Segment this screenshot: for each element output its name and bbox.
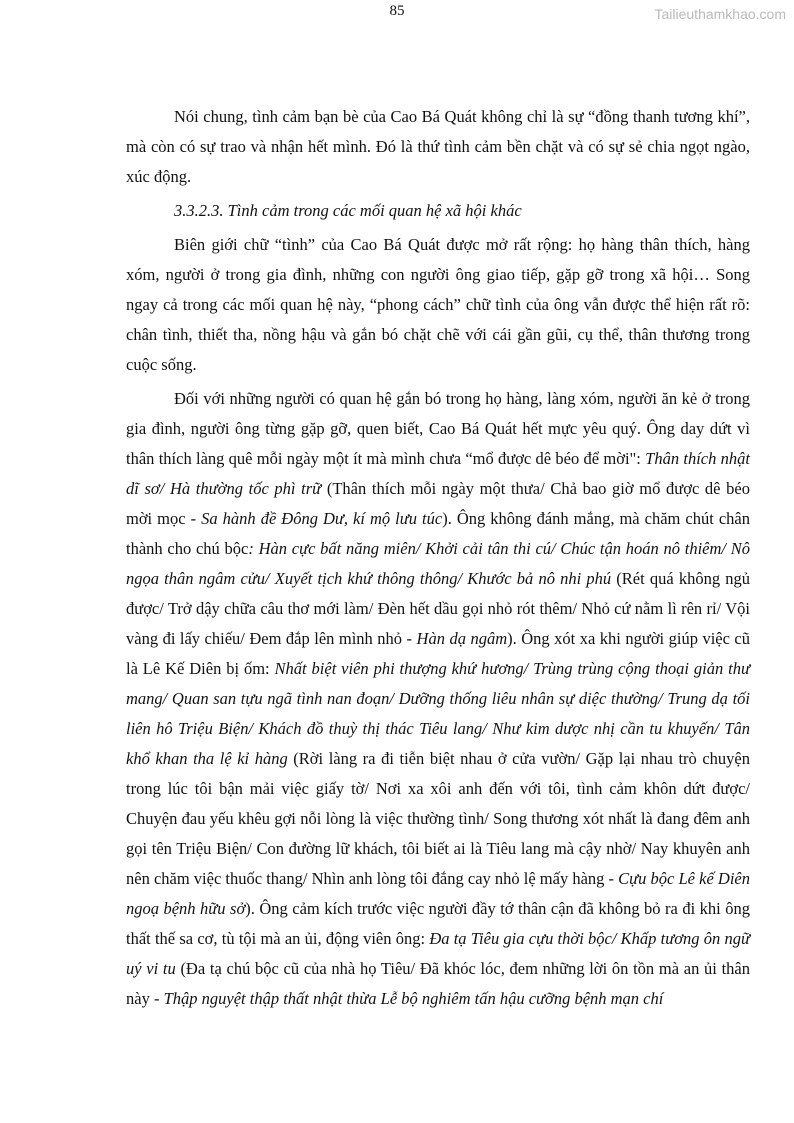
p3-text-7: ). Ông cảm kích trước việc người đầy tớ thân cận đã không bỏ ra đi khi ông thất thế sa cơ, tù tội mà an ủi, động viên ông: <box>126 899 750 948</box>
paragraph-3 <box>126 384 750 1014</box>
p3-quote-1: Thân thích nhật dĩ sơ/ Hà thường tốc phì trữ <box>126 449 750 498</box>
paragraph-1: Nói chung, tình cảm bạn bè của Cao Bá Quát không chỉ là sự “đồng thanh tương khí”, mà còn có sự trao và nhận hết mình. Đó là thứ tình cảm bền chặt và có sự sẻ chia ngọt ngào, xúc động. <box>126 107 750 186</box>
p3-text-1: Đối với những người có quan hệ gắn bó trong họ hàng, làng xóm, người ăn kẻ ở trong gia đình, người ông từng gặp gỡ, quen biết, Cao Bá Quát hết mực yêu quý. Ông day dứt vì thân thích làng quê mỗi ngày một ít mà mình chưa “mổ được dê béo để mời": <box>126 389 750 468</box>
p3-quote-3: Nhất biệt viên phi thượng khứ hương/ Trùng trùng cộng thoại giản thư mang/ Quan san tựu ngã tình nan đoạn/ Dưỡng thống liêu nhân sự diệc thường/ Trung dạ tối liên hô Triệu Biện/ Khách đồ thuỳ thị thác Tiêu lang/ Như kim dược nhị cần tu khuyến/ Tân khổ khan tha lệ kỉ hàng <box>126 659 750 768</box>
p3-text-4: (Rét quá không ngủ được/ Trở dậy chữa câu thơ mới làm/ Đèn hết dầu gọi nhỏ rót thêm/ Nhỏ cứ nằm lì rên rỉ/ Vội vàng đi lấy chiếu/ Đem đắp lên mình nhỏ - <box>126 569 750 648</box>
p3-title-2: Hàn dạ ngâm <box>416 629 508 648</box>
watermark: Tailieuthamkhao.com <box>654 6 786 22</box>
p3-title-1: Sa hành đề Đông Dư, kí mộ lưu túc <box>201 509 443 528</box>
p3-text-2: (Thân thích mỗi ngày một thưa/ Chả bao giờ mổ được dê béo mời mọc - <box>126 479 750 528</box>
p3-quote-4: Đa tạ Tiêu gia cựu thời bộc/ Khấp tương ôn ngữ uý vi tu <box>126 929 750 978</box>
p3-text-5: ). Ông xót xa khi người giúp việc cũ là Lê Kế Diên bị ốm: <box>126 629 750 678</box>
p3-quote-2: : Hàn cực bất năng miên/ Khởi cải tân thi cú/ Chúc tận hoán nô thiêm/ Nô ngọa thân ngâm cửu/ Xuyết tịch khứ thông thông/ Khước bả nô nhi phú <box>126 539 750 588</box>
page-number: 85 <box>389 3 405 19</box>
p3-text-8: (Đa tạ chú bộc cũ của nhà họ Tiêu/ Đã khóc lóc, đem những lời ôn tồn mà an ủi thân này - <box>126 959 750 1008</box>
page-body <box>126 102 750 1014</box>
section-heading: 3.3.2.3. Tình cảm trong các mối quan hệ xã hội khác <box>174 201 522 220</box>
p3-title-4: Thập nguyệt thập thất nhật thừa Lễ bộ nghiêm tấn hậu cưỡng bệnh mạn chí <box>163 989 664 1008</box>
p3-text-6: (Rời làng ra đi tiễn biệt nhau ở cửa vườn/ Gặp lại nhau trò chuyện trong lúc tôi bận mải việc giấy tờ/ Nơi xa xôi anh đến với tôi, tình cảm khôn dứt được/ Chuyện đau yếu khêu gợi nỗi lòng là việc thường tình/ Song thương xót nhất là đang đêm anh gọi tên Triệu Biện/ Con đường lữ khách, tôi biết ai là Tiêu lang mà cậy nhờ/ Nay khuyên anh nên chăm việc thuốc thang/ Nhìn anh lòng tôi đắng cay nhỏ lệ mấy hàng - <box>126 749 750 888</box>
paragraph-2: Biên giới chữ “tình” của Cao Bá Quát được mở rất rộng: họ hàng thân thích, hàng xóm, người ở trong gia đình, những con người ông giao tiếp, gặp gỡ trong xã hội… Song ngay cả trong các mối quan hệ này, “phong cách” chữ tình của ông vẫn được thể hiện rất rõ: chân tình, thiết tha, nồng hậu và gắn bó chặt chẽ với cái gần gũi, cụ thể, thân thương trong cuộc sống. <box>126 235 750 374</box>
p3-text-3: ). Ông không đánh mắng, mà chăm chút chân thành cho chú bộc <box>126 509 750 558</box>
p3-title-3: Cựu bộc Lê kế Diên ngoạ bệnh hữu sở <box>126 869 750 918</box>
